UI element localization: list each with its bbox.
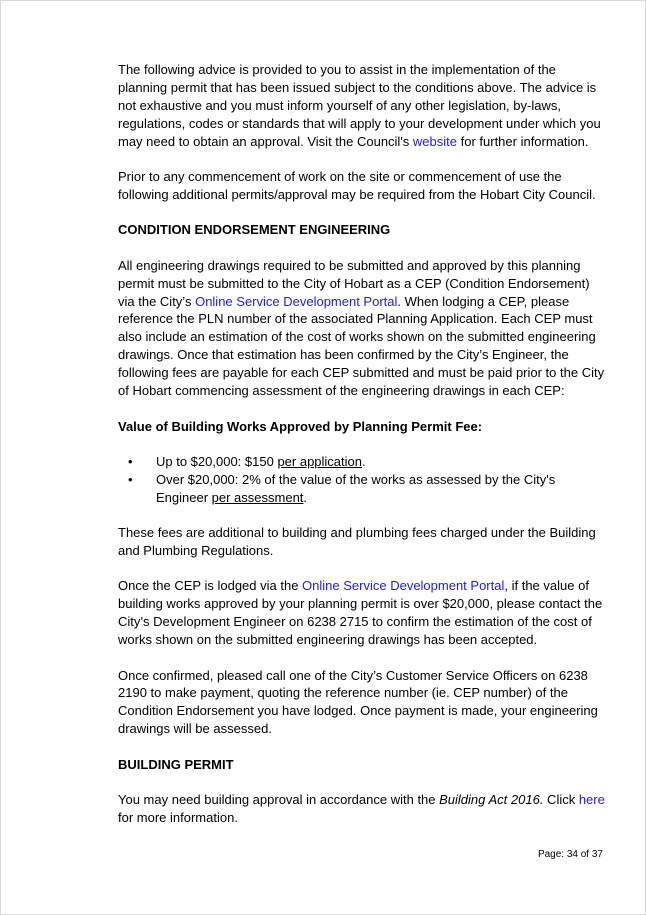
bullet-icon: • <box>128 471 133 487</box>
list-item: • Over $20,000: 2% of the value of the works as assessed by the City's Engineer per assessment. <box>128 471 556 505</box>
cep-lodged-paragraph: Once the CEP is lodged via the Online Service Development Portal, if the value of building works approved by your planning permit is over $20,000, please contact the City’s Development Engineer on 6238 2715 to confirm the estimation of the cost of works shown on the submitted engineering drawings has been accepted. <box>118 578 603 648</box>
online-portal-link[interactable]: Online Service Development Portal <box>195 293 398 309</box>
website-link[interactable]: website <box>412 133 457 149</box>
engineering-drawings-paragraph: All engineering drawings required to be submitted and approved by this planning permit must be submitted to the City of Hobart as a CEP (Condition Endorsement) via the City’s Online Service Development Portal. When lodging a CEP, please reference the PLN number of the associated Planning Application. Each CEP must also include an estimation of the cost of works shown on the submitted engineering drawings. Once that estimation has been confirmed by the City’s Engineer, the following fees are payable for each CEP submitted and must be paid prior to the City of Hobart commencing assessment of the engineering drawings in each CEP: <box>118 257 605 399</box>
payment-paragraph: Once confirmed, pleased call one of the City’s Customer Service Officers on 6238 2190 to make payment, quoting the reference number (ie. CEP number) of the Condition Endorsement you have lodged. Once payment is made, your engineering drawings will be assessed. <box>118 667 598 737</box>
fee-subheading: Value of Building Works Approved by Planning Permit Fee: <box>118 418 483 434</box>
fee-list <box>118 453 608 507</box>
online-portal-link-2[interactable]: Online Service Development Portal <box>302 578 505 594</box>
page-content <box>118 61 608 844</box>
additional-fees-paragraph: These fees are additional to building and plumbing fees charged under the Building and Plumbing Regulations. <box>118 525 596 559</box>
advice-intro-paragraph: The following advice is provided to you to assist in the implementation of the planning permit that has been issued subject to the conditions above. The advice is not exhaustive and you must inform yourself of any other legislation, by-laws, regulations, codes or standards that will apply to your development under which you may need to obtain an approval. Visit the Council's website for further information. <box>118 62 601 149</box>
building-permit-heading: BUILDING PERMIT <box>118 756 234 772</box>
condition-endorsement-heading: CONDITION ENDORSEMENT ENGINEERING <box>118 222 391 238</box>
list-item: • Up to $20,000: $150 per application. <box>128 453 366 469</box>
page-number: Page: 34 of 37 <box>537 849 603 860</box>
additional-permits-paragraph: Prior to any commencement of work on the site or commencement of use the following additional permits/approval may be required from the Hobart City Council. <box>118 169 596 202</box>
building-approval-paragraph: You may need building approval in accordance with the Building Act 2016. Click here for more information. <box>118 792 605 825</box>
bullet-icon: • <box>128 453 133 469</box>
here-link[interactable]: here <box>578 792 605 808</box>
